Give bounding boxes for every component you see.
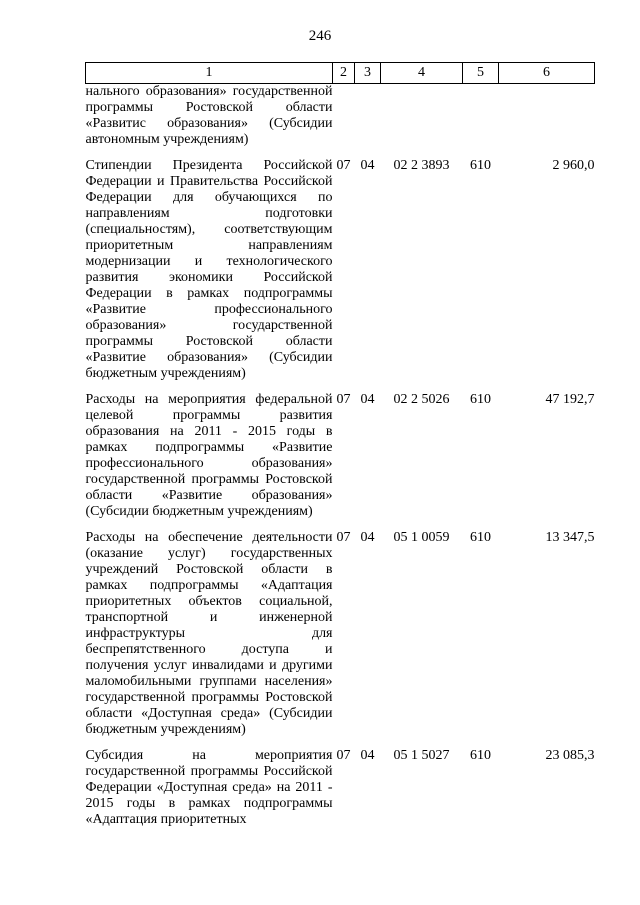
table-row <box>86 392 595 520</box>
row-amount: 47 192,7 <box>545 392 595 407</box>
row-amount <box>499 84 595 149</box>
row-section: 07 <box>336 530 351 545</box>
table-row <box>86 158 595 382</box>
table-row <box>86 84 595 149</box>
row-section <box>333 84 355 149</box>
row-expense-type: 610 <box>470 158 491 173</box>
row-section: 07 <box>336 158 351 173</box>
row-target-code: 02 2 3893 <box>393 158 450 173</box>
row-expense-type: 610 <box>470 392 491 407</box>
header-row <box>86 63 595 84</box>
row-target-code <box>381 84 463 149</box>
row-subsection: 04 <box>360 748 375 763</box>
column-header-5: 5 <box>463 63 499 84</box>
row-subsection: 04 <box>360 530 375 545</box>
row-subsection <box>355 84 381 149</box>
row-description: Стипендии Президента Российской Федерации и Правительства Российской Федерации для обучающихся по направлениям подготовки (специальностям), соответствующим приоритетным направлениям модернизации и технологического развития экономики Российской Федерации в рамках подпрограммы «Развитие профессионального образования» государственной программы Ростовской области «Развитие образования» (Субсидии бюджетным учреждениям) <box>85 158 333 381</box>
row-expense-type <box>463 84 499 149</box>
row-amount: 13 347,5 <box>545 530 595 545</box>
table-row <box>86 748 595 828</box>
column-header-6: 6 <box>499 63 595 84</box>
column-header-4: 4 <box>381 63 463 84</box>
row-description: Расходы на обеспечение деятельности (оказание услуг) государственных учреждений Ростовской области в рамках подпрограммы «Адаптация приоритетных объектов социальной, транспортной и инженерной инфраструктуры для беспрепятственного доступа и получения услуг инвалидами и другими маломобильными группами населения» государственной программы Ростовской области «Доступная среда» (Субсидии бюджетным учреждениям) <box>85 530 333 737</box>
column-header-3: 3 <box>355 63 381 84</box>
row-section: 07 <box>336 748 351 763</box>
row-target-code: 05 1 0059 <box>393 530 450 545</box>
table-row <box>86 530 595 738</box>
row-subsection: 04 <box>360 392 375 407</box>
row-amount: 23 085,3 <box>545 748 595 763</box>
page-number: 246 <box>308 28 332 44</box>
row-description: нального образования» государственной программы Ростовской области «Развитис образования» (Субсидии автономным учреждениям) <box>85 84 333 147</box>
row-section: 07 <box>336 392 351 407</box>
row-expense-type: 610 <box>470 530 491 545</box>
column-header-2: 2 <box>333 63 355 84</box>
row-amount: 2 960,0 <box>552 158 595 173</box>
budget-table <box>85 62 595 828</box>
row-description: Субсидия на мероприятия государственной программы Российской Федерации «Доступная среда» на 2011 - 2015 годы в рамках подпрограммы «Адаптация приоритетных <box>85 748 333 827</box>
row-target-code: 05 1 5027 <box>393 748 450 763</box>
row-subsection: 04 <box>360 158 375 173</box>
row-target-code: 02 2 5026 <box>393 392 450 407</box>
column-header-1: 1 <box>86 63 333 84</box>
row-expense-type: 610 <box>470 748 491 763</box>
row-description: Расходы на мероприятия федеральной целевой программы развития образования на 2011 - 2015 годы в рамках подпрограммы «Развитие профессионального образования» государственной программы Ростовской области «Развитие образования» (Субсидии бюджетным учреждениям) <box>85 392 333 519</box>
